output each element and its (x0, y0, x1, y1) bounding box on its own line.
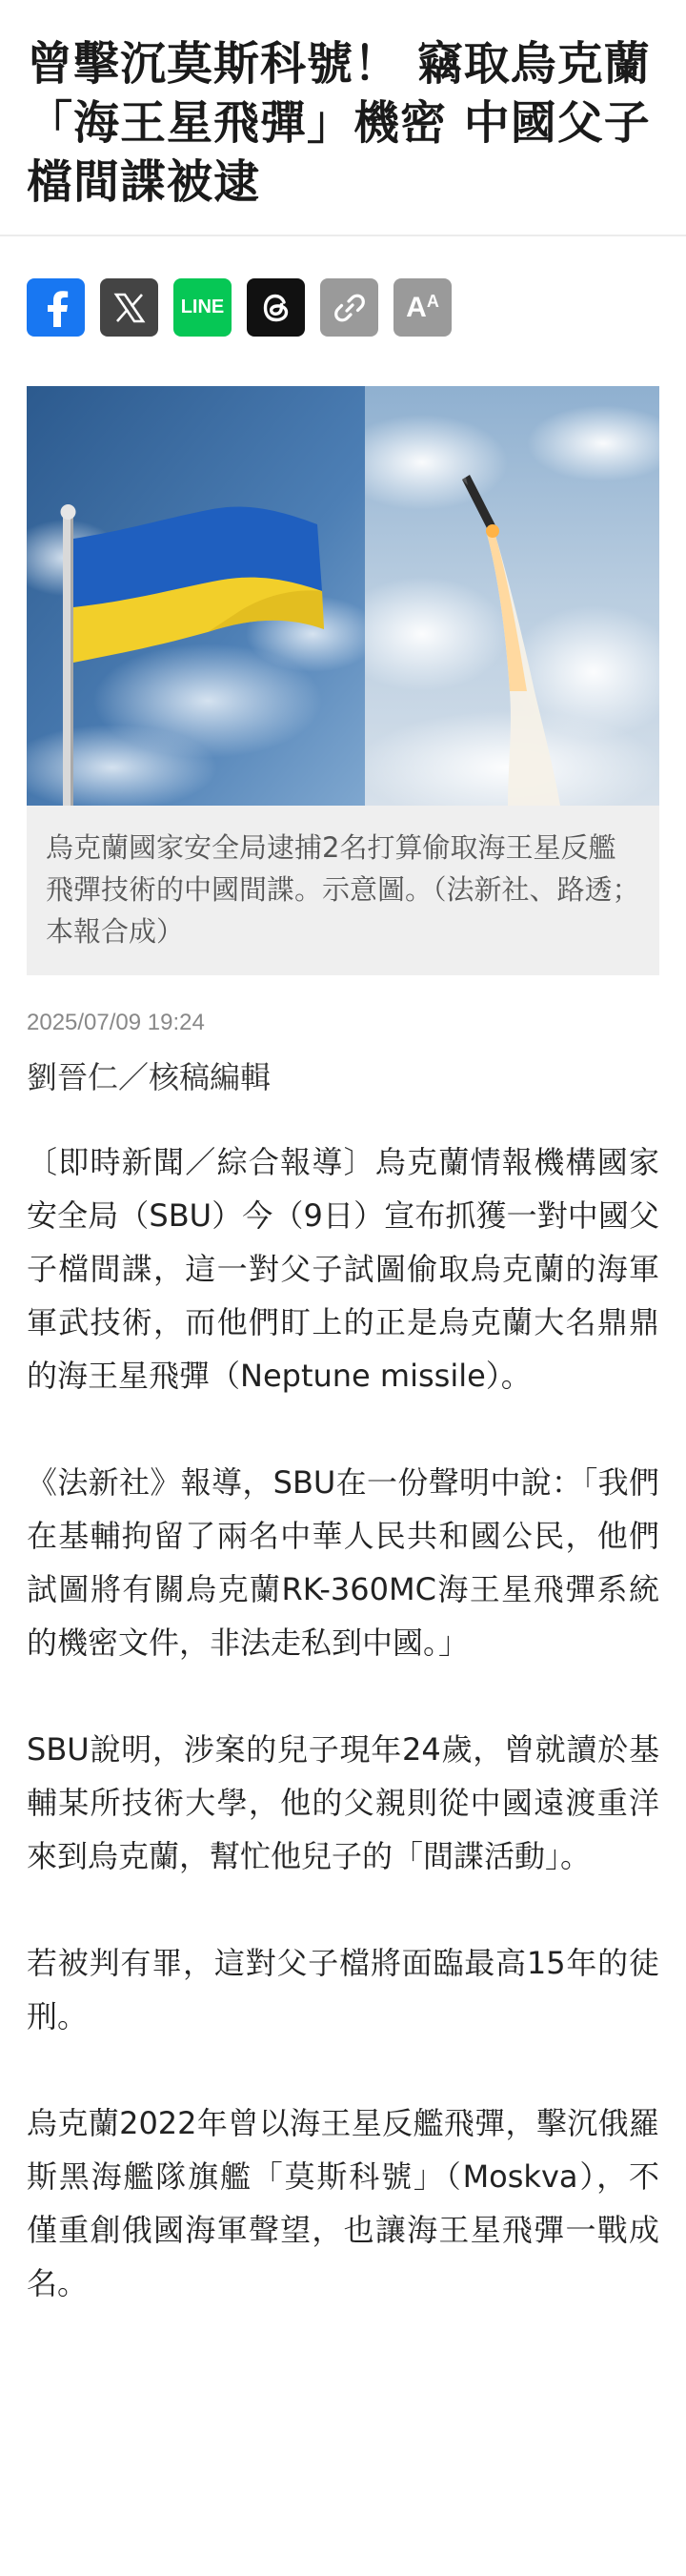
link-icon (333, 291, 367, 325)
facebook-share-button[interactable] (27, 278, 85, 337)
neptune-missile-image (365, 386, 659, 806)
line-icon: LINE (180, 296, 225, 317)
share-bar (0, 236, 686, 337)
threads-icon (258, 289, 294, 327)
x-share-button[interactable] (100, 278, 158, 337)
publish-date: 2025/07/09 19:24 (27, 1010, 205, 1035)
threads-share-button[interactable] (247, 278, 305, 337)
font-size-icon: $A^A$ (406, 291, 439, 323)
article-paragraph: 《法新社》報導，SBU在一份聲明中說：「我們在基輔拘留了兩名中華人民共和國公民，他們試圖將有關烏克蘭RK-360MC海王星飛彈系統的機密文件，非法走私到中國。」 (27, 1464, 659, 1661)
article-photo (27, 386, 659, 806)
font-size-button[interactable] (393, 278, 452, 337)
article-figure (27, 386, 659, 975)
article-headline: 曾擊沉莫斯科號！ 竊取烏克蘭「海王星飛彈」機密 中國父子檔間諜被逮 (27, 37, 651, 209)
article-paragraph: 若被判有罪，這對父子檔將面臨最高15年的徒刑。 (27, 1945, 659, 2034)
article-paragraph: 〔即時新聞／綜合報導〕烏克蘭情報機構國家安全局（SBU）今（9日）宣布抓獲一對中國父子檔間諜，這一對父子試圖偷取烏克蘭的海軍軍武技術，而他們盯上的正是烏克蘭大名鼎鼎的海王星飛彈（Neptune missile）。 (27, 1144, 659, 1394)
copy-link-button[interactable] (320, 278, 378, 337)
article-paragraph: 烏克蘭2022年曾以海王星反艦飛彈，擊沉俄羅斯黑海艦隊旗艦「莫斯科號」（Moskva），不僅重創俄國海軍聲望，也讓海王星飛彈一戰成名。 (27, 2105, 659, 2301)
x-icon (113, 292, 146, 324)
line-share-button[interactable] (173, 278, 232, 337)
article-paragraph: SBU說明，涉案的兒子現年24歲，曾就讀於基輔某所技術大學，他的父親則從中國遠渡重洋來到烏克蘭，幫忙他兒子的「間諜活動」。 (27, 1731, 659, 1874)
image-caption: 烏克蘭國家安全局逮捕2名打算偷取海王星反艦飛彈技術的中國間諜。示意圖。（法新社、路透；本報合成） (46, 831, 640, 948)
author-line: 劉晉仁／核稿編輯 (27, 1059, 272, 1095)
facebook-icon (40, 289, 72, 327)
ukraine-flag-image (27, 386, 365, 806)
article-body (0, 1097, 686, 2310)
